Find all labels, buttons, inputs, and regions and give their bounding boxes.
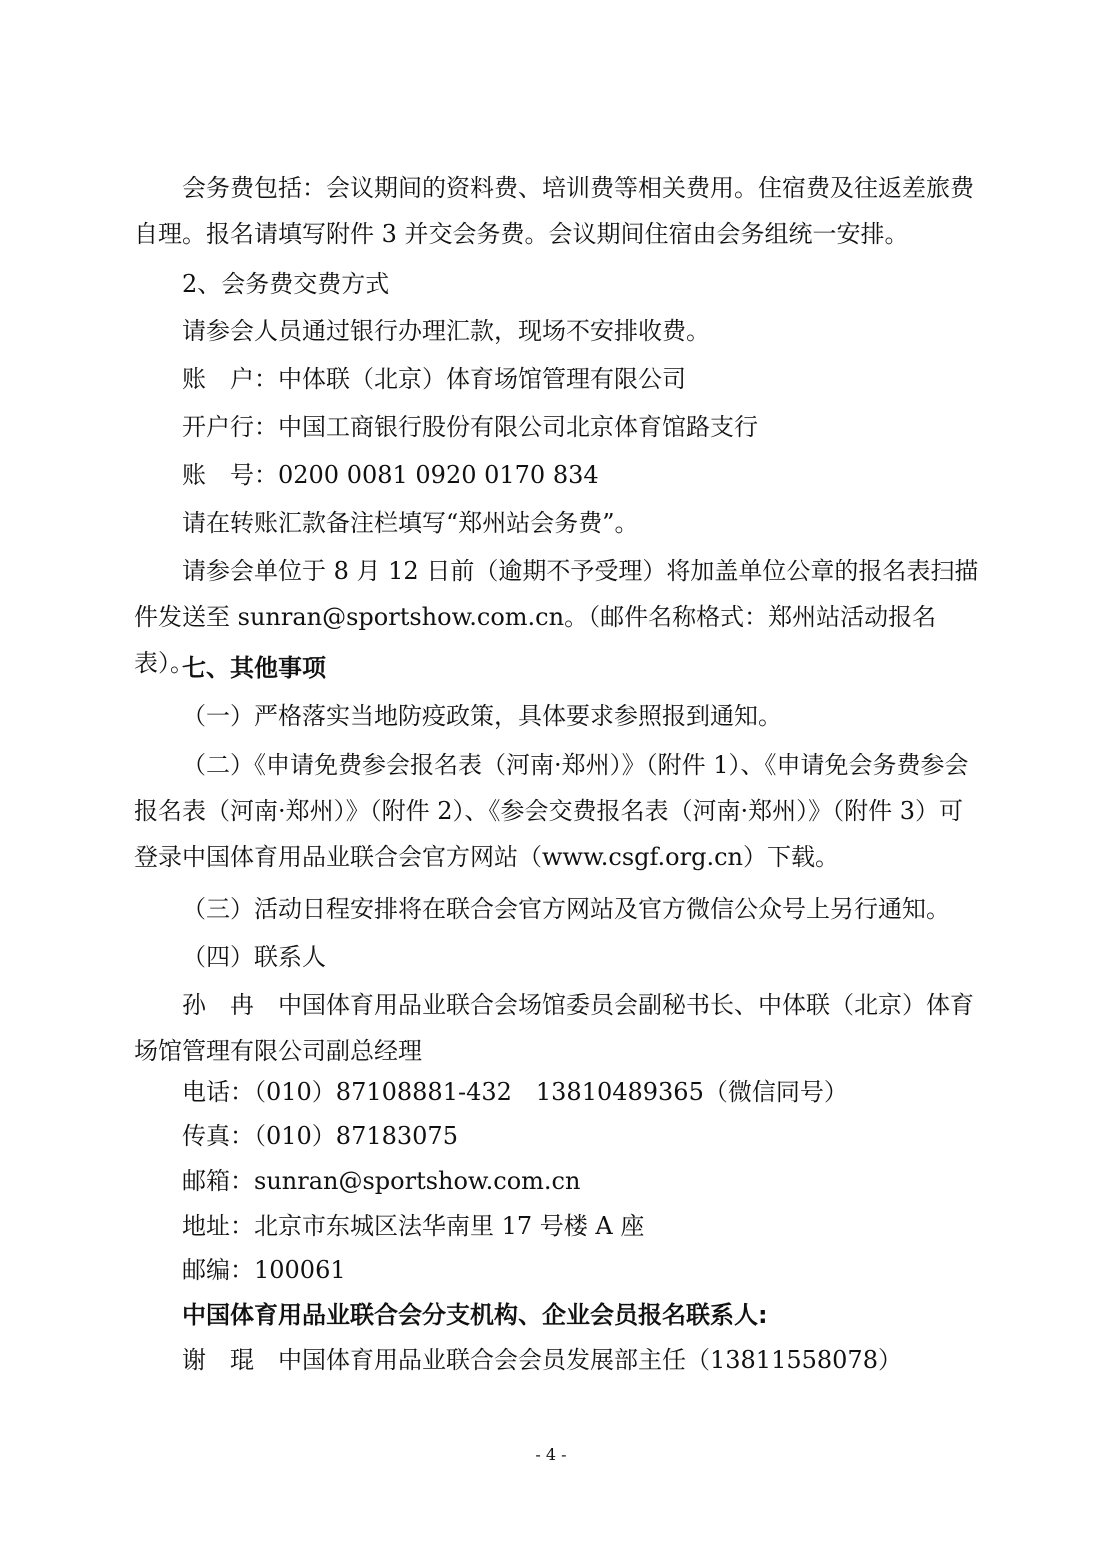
bank-transfer-paragraph: 请参会人员通过银行办理汇款，现场不安排收费。: [182, 317, 710, 345]
other-item-1: （一）严格落实当地防疫政策，具体要求参照报到通知。: [182, 702, 782, 730]
bank-line: 开户行：中国工商银行股份有限公司北京体育馆路支行: [182, 413, 758, 441]
contact-postcode: 邮编：100061: [182, 1256, 346, 1284]
contact-email: 邮箱：sunran@sportshow.com.cn: [182, 1167, 581, 1195]
contact-phone: 电话：（010）87108881-432 13810489365（微信同号）: [182, 1078, 848, 1106]
fee-description-paragraph: 会务费包括：会议期间的资料费、培训费等相关费用。住宿费及往返差旅费自理。报名请填写附件 3 并交会务费。会议期间住宿由会务组统一安排。: [134, 174, 974, 248]
deadline-paragraph: 请参会单位于 8 月 12 日前（逾期不予受理）将加盖单位公章的报名表扫描件发送至 sunran@sportshow.com.cn。（邮件名称格式：郑州站活动报名表）。: [134, 557, 979, 677]
account-name-line: 账 户：中体联（北京）体育场馆管理有限公司: [182, 365, 686, 393]
contact-person: 孙 冉 中国体育用品业联合会场馆委员会副秘书长、中体联（北京）体育场馆管理有限公司副总经理: [134, 991, 974, 1065]
account-number-line: 账 号：0200 0081 0920 0170 834: [182, 461, 599, 489]
branch-contact-heading: 中国体育用品业联合会分支机构、企业会员报名联系人:: [182, 1301, 768, 1329]
contact-address: 地址：北京市东城区法华南里 17 号楼 A 座: [182, 1212, 645, 1240]
other-item-2: （二）《申请免费参会报名表（河南·郑州）》（附件 1）、《申请免会务费参会报名表（河南·郑州）》（附件 2）、《参会交费报名表（河南·郑州）》（附件 3）可登录中国体育用品业联合会官方网站（www.csgf.org.cn）下载。: [134, 751, 969, 871]
page-number: - 4 -: [535, 1445, 567, 1464]
other-matters-heading: 七、其他事项: [182, 654, 326, 682]
contact-fax: 传真：（010）87183075: [182, 1122, 458, 1150]
fee-method-heading: 2、会务费交费方式: [182, 270, 390, 298]
remark-line: 请在转账汇款备注栏填写“郑州站会务费”。: [182, 509, 639, 537]
other-item-3: （三）活动日程安排将在联合会官方网站及官方微信公众号上另行通知。: [182, 895, 950, 923]
branch-contact: 谢 琨 中国体育用品业联合会会员发展部主任（13811558078）: [182, 1346, 902, 1374]
other-item-4: （四）联系人: [182, 943, 326, 971]
